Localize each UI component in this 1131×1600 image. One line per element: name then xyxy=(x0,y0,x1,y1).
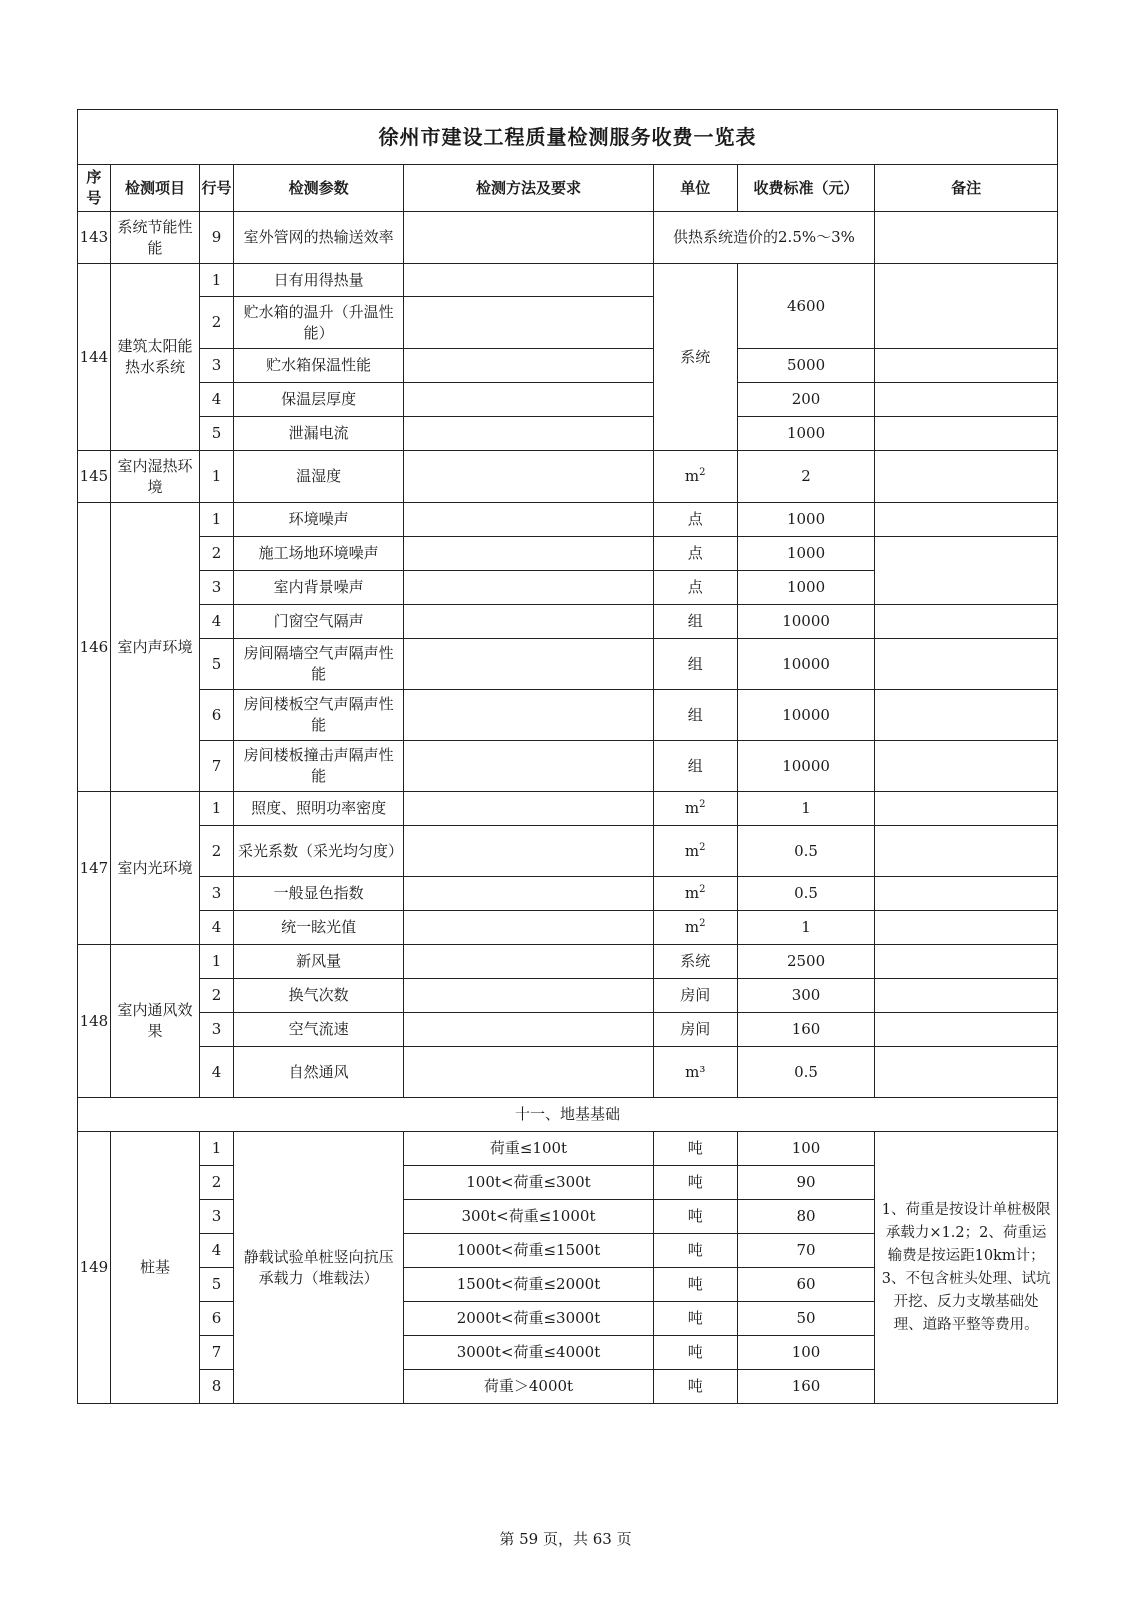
method-cell: 300t<荷重≤1000t xyxy=(404,1200,653,1234)
seq-cell: 143 xyxy=(78,212,111,264)
fee-cell: 1000 xyxy=(737,417,875,451)
unit-cell: 吨 xyxy=(653,1200,737,1234)
unit-cell: m³ xyxy=(653,1047,737,1098)
method-cell xyxy=(404,451,653,503)
unit-cell: 吨 xyxy=(653,1268,737,1302)
section-title: 十一、地基基础 xyxy=(78,1098,1058,1132)
row-no-cell: 9 xyxy=(200,212,234,264)
param-cell: 新风量 xyxy=(233,945,403,979)
seq-cell: 149 xyxy=(78,1132,111,1404)
row-no-cell: 8 xyxy=(200,1370,234,1404)
method-cell xyxy=(404,792,653,826)
fee-cell: 2500 xyxy=(737,945,875,979)
unit-cell: 点 xyxy=(653,537,737,571)
row-no-cell: 2 xyxy=(200,1166,234,1200)
unit-cell: 组 xyxy=(653,741,737,792)
table-row xyxy=(78,605,1058,639)
unit-cell xyxy=(653,826,737,877)
unit-text: m xyxy=(684,918,700,936)
remark-cell xyxy=(875,792,1058,826)
param-cell: 采光系数（采光均匀度） xyxy=(233,826,403,877)
row-no-cell: 1 xyxy=(200,451,234,503)
unit-cell: 系统 xyxy=(653,945,737,979)
param-cell: 泄漏电流 xyxy=(233,417,403,451)
unit-text: m xyxy=(684,884,700,902)
remark-cell xyxy=(875,911,1058,945)
fee-cell: 10000 xyxy=(737,690,875,741)
unit-cell: 吨 xyxy=(653,1302,737,1336)
unit-cell: 吨 xyxy=(653,1336,737,1370)
header-item: 检测项目 xyxy=(110,165,199,212)
fee-cell: 70 xyxy=(737,1234,875,1268)
fee-cell: 1 xyxy=(737,911,875,945)
remark-cell xyxy=(875,349,1058,383)
unit-cell: 房间 xyxy=(653,979,737,1013)
seq-cell: 147 xyxy=(78,792,111,945)
item-cell: 室内声环境 xyxy=(110,503,199,792)
unit-superscript: 2 xyxy=(699,884,706,895)
header-seq: 序号 xyxy=(78,165,111,212)
row-no-cell: 4 xyxy=(200,605,234,639)
method-cell: 3000t<荷重≤4000t xyxy=(404,1336,653,1370)
fee-cell: 300 xyxy=(737,979,875,1013)
method-cell xyxy=(404,605,653,639)
seq-cell: 146 xyxy=(78,503,111,792)
fee-cell: 4600 xyxy=(737,264,875,349)
unit-superscript: 2 xyxy=(699,799,706,810)
fee-cell: 90 xyxy=(737,1166,875,1200)
remark-cell xyxy=(875,826,1058,877)
section-row xyxy=(78,1098,1058,1132)
row-no-cell: 3 xyxy=(200,877,234,911)
table-row xyxy=(78,383,1058,417)
method-cell: 1500t<荷重≤2000t xyxy=(404,1268,653,1302)
table-row xyxy=(78,792,1058,826)
fee-cell: 200 xyxy=(737,383,875,417)
unit-cell: 吨 xyxy=(653,1166,737,1200)
remark-cell xyxy=(875,979,1058,1013)
param-cell: 自然通风 xyxy=(233,1047,403,1098)
method-cell: 荷重＞4000t xyxy=(404,1370,653,1404)
method-cell xyxy=(404,639,653,690)
method-cell xyxy=(404,417,653,451)
item-cell: 室内光环境 xyxy=(110,792,199,945)
table-row xyxy=(78,212,1058,264)
seq-cell: 145 xyxy=(78,451,111,503)
table-row xyxy=(78,911,1058,945)
table-row xyxy=(78,451,1058,503)
table-row xyxy=(78,877,1058,911)
param-cell: 室内背景噪声 xyxy=(233,571,403,605)
row-no-cell: 2 xyxy=(200,826,234,877)
method-cell: 2000t<荷重≤3000t xyxy=(404,1302,653,1336)
fee-cell: 供热系统造价的2.5%～3% xyxy=(653,212,875,264)
table-row xyxy=(78,690,1058,741)
unit-cell: 点 xyxy=(653,571,737,605)
item-cell: 室内通风效果 xyxy=(110,945,199,1098)
item-cell: 室内湿热环境 xyxy=(110,451,199,503)
method-cell xyxy=(404,383,653,417)
remark-cell xyxy=(875,451,1058,503)
row-no-cell: 3 xyxy=(200,1200,234,1234)
table-row xyxy=(78,1013,1058,1047)
row-no-cell: 1 xyxy=(200,503,234,537)
remark-cell xyxy=(875,503,1058,537)
seq-cell: 148 xyxy=(78,945,111,1098)
remark-cell xyxy=(875,383,1058,417)
table-row xyxy=(78,503,1058,537)
item-cell: 系统节能性能 xyxy=(110,212,199,264)
row-no-cell: 4 xyxy=(200,383,234,417)
table-row xyxy=(78,537,1058,571)
method-cell xyxy=(404,826,653,877)
method-cell xyxy=(404,741,653,792)
method-cell xyxy=(404,297,653,349)
param-cell: 静载试验单桩竖向抗压承载力（堆载法） xyxy=(233,1132,403,1404)
table-row xyxy=(78,349,1058,383)
remark-cell xyxy=(875,945,1058,979)
param-cell: 温湿度 xyxy=(233,451,403,503)
method-cell xyxy=(404,503,653,537)
table-row xyxy=(78,979,1058,1013)
remark-cell xyxy=(875,605,1058,639)
header-param: 检测参数 xyxy=(233,165,403,212)
header-method: 检测方法及要求 xyxy=(404,165,653,212)
method-cell xyxy=(404,1013,653,1047)
table-row xyxy=(78,1047,1058,1098)
param-cell: 室外管网的热输送效率 xyxy=(233,212,403,264)
row-no-cell: 1 xyxy=(200,264,234,297)
row-no-cell: 3 xyxy=(200,1013,234,1047)
fee-cell: 1000 xyxy=(737,571,875,605)
unit-cell: 组 xyxy=(653,639,737,690)
row-no-cell: 3 xyxy=(200,349,234,383)
method-cell xyxy=(404,690,653,741)
row-no-cell: 6 xyxy=(200,1302,234,1336)
fee-cell: 1 xyxy=(737,792,875,826)
remark-cell xyxy=(875,1013,1058,1047)
remark-cell xyxy=(875,741,1058,792)
param-cell: 房间楼板空气声隔声性能 xyxy=(233,690,403,741)
fee-cell: 0.5 xyxy=(737,877,875,911)
remark-cell xyxy=(875,417,1058,451)
param-cell: 换气次数 xyxy=(233,979,403,1013)
remark-cell xyxy=(875,639,1058,690)
param-cell: 照度、照明功率密度 xyxy=(233,792,403,826)
header-row-no: 行号 xyxy=(200,165,234,212)
row-no-cell: 2 xyxy=(200,537,234,571)
unit-cell xyxy=(653,877,737,911)
method-cell xyxy=(404,945,653,979)
param-cell: 贮水箱保温性能 xyxy=(233,349,403,383)
row-no-cell: 3 xyxy=(200,571,234,605)
fee-cell: 1000 xyxy=(737,503,875,537)
method-cell xyxy=(404,537,653,571)
remark-cell xyxy=(875,690,1058,741)
param-cell: 统一眩光值 xyxy=(233,911,403,945)
header-remark: 备注 xyxy=(875,165,1058,212)
table-row xyxy=(78,639,1058,690)
unit-cell: 吨 xyxy=(653,1234,737,1268)
remark-cell: 1、荷重是按设计单桩极限承载力×1.2；2、荷重运输费是按运距10km计；3、不包含桩头处理、试坑开挖、反力支墩基础处理、道路平整等费用。 xyxy=(875,1132,1058,1404)
param-cell: 一般显色指数 xyxy=(233,877,403,911)
param-cell: 贮水箱的温升（升温性能） xyxy=(233,297,403,349)
table-row xyxy=(78,826,1058,877)
row-no-cell: 7 xyxy=(200,741,234,792)
row-no-cell: 4 xyxy=(200,1234,234,1268)
remark-cell xyxy=(875,537,1058,605)
param-cell: 门窗空气隔声 xyxy=(233,605,403,639)
row-no-cell: 5 xyxy=(200,417,234,451)
row-no-cell: 1 xyxy=(200,945,234,979)
row-no-cell: 4 xyxy=(200,1047,234,1098)
method-cell xyxy=(404,1047,653,1098)
unit-superscript: 2 xyxy=(699,918,706,929)
method-cell: 荷重≤100t xyxy=(404,1132,653,1166)
fee-cell: 1000 xyxy=(737,537,875,571)
unit-text: m xyxy=(684,799,700,817)
method-cell: 1000t<荷重≤1500t xyxy=(404,1234,653,1268)
item-cell: 桩基 xyxy=(110,1132,199,1404)
row-no-cell: 2 xyxy=(200,297,234,349)
fee-cell: 10000 xyxy=(737,639,875,690)
param-cell: 日有用得热量 xyxy=(233,264,403,297)
row-no-cell: 2 xyxy=(200,979,234,1013)
row-no-cell: 7 xyxy=(200,1336,234,1370)
method-cell xyxy=(404,877,653,911)
fee-cell: 160 xyxy=(737,1370,875,1404)
item-cell: 建筑太阳能热水系统 xyxy=(110,264,199,451)
table-row xyxy=(78,417,1058,451)
seq-cell: 144 xyxy=(78,264,111,451)
fee-cell: 50 xyxy=(737,1302,875,1336)
method-cell xyxy=(404,911,653,945)
unit-cell: 吨 xyxy=(653,1132,737,1166)
param-cell: 施工场地环境噪声 xyxy=(233,537,403,571)
param-cell: 环境噪声 xyxy=(233,503,403,537)
unit-cell xyxy=(653,911,737,945)
fee-cell: 0.5 xyxy=(737,1047,875,1098)
table-row xyxy=(78,264,1058,297)
fee-cell: 0.5 xyxy=(737,826,875,877)
param-cell: 房间隔墙空气声隔声性能 xyxy=(233,639,403,690)
unit-cell: 吨 xyxy=(653,1370,737,1404)
fee-table xyxy=(77,109,1058,1404)
unit-cell: 房间 xyxy=(653,1013,737,1047)
unit-cell: 组 xyxy=(653,605,737,639)
param-cell: 保温层厚度 xyxy=(233,383,403,417)
remark-cell xyxy=(875,264,1058,349)
method-cell xyxy=(404,571,653,605)
unit-text: m xyxy=(684,467,700,485)
row-no-cell: 6 xyxy=(200,690,234,741)
unit-superscript: 2 xyxy=(699,467,706,478)
unit-cell: 组 xyxy=(653,690,737,741)
row-no-cell: 5 xyxy=(200,1268,234,1302)
remark-cell xyxy=(875,1047,1058,1098)
row-no-cell: 5 xyxy=(200,639,234,690)
method-cell xyxy=(404,979,653,1013)
fee-cell: 10000 xyxy=(737,605,875,639)
table-row xyxy=(78,741,1058,792)
unit-superscript: 2 xyxy=(699,841,706,853)
method-cell xyxy=(404,264,653,297)
remark-cell xyxy=(875,877,1058,911)
param-cell: 空气流速 xyxy=(233,1013,403,1047)
fee-cell: 5000 xyxy=(737,349,875,383)
page-number: 第 59 页，共 63 页 xyxy=(499,1530,632,1548)
method-cell xyxy=(404,212,653,264)
method-cell: 100t<荷重≤300t xyxy=(404,1166,653,1200)
method-cell xyxy=(404,349,653,383)
row-no-cell: 1 xyxy=(200,1132,234,1166)
fee-cell: 160 xyxy=(737,1013,875,1047)
unit-text: m xyxy=(684,841,700,860)
header-unit: 单位 xyxy=(653,165,737,212)
row-no-cell: 4 xyxy=(200,911,234,945)
fee-cell: 100 xyxy=(737,1132,875,1166)
table-title: 徐州市建设工程质量检测服务收费一览表 xyxy=(78,110,1058,165)
fee-cell: 100 xyxy=(737,1336,875,1370)
param-cell: 房间楼板撞击声隔声性能 xyxy=(233,741,403,792)
table-row xyxy=(78,1132,1058,1166)
unit-cell: 点 xyxy=(653,503,737,537)
unit-cell: 系统 xyxy=(653,264,737,451)
row-no-cell: 1 xyxy=(200,792,234,826)
fee-cell: 80 xyxy=(737,1200,875,1234)
header-fee: 收费标准（元） xyxy=(737,165,875,212)
table-row xyxy=(78,945,1058,979)
fee-cell: 60 xyxy=(737,1268,875,1302)
unit-cell xyxy=(653,451,737,503)
remark-cell xyxy=(875,212,1058,264)
fee-cell: 2 xyxy=(737,451,875,503)
fee-cell: 10000 xyxy=(737,741,875,792)
unit-cell xyxy=(653,792,737,826)
